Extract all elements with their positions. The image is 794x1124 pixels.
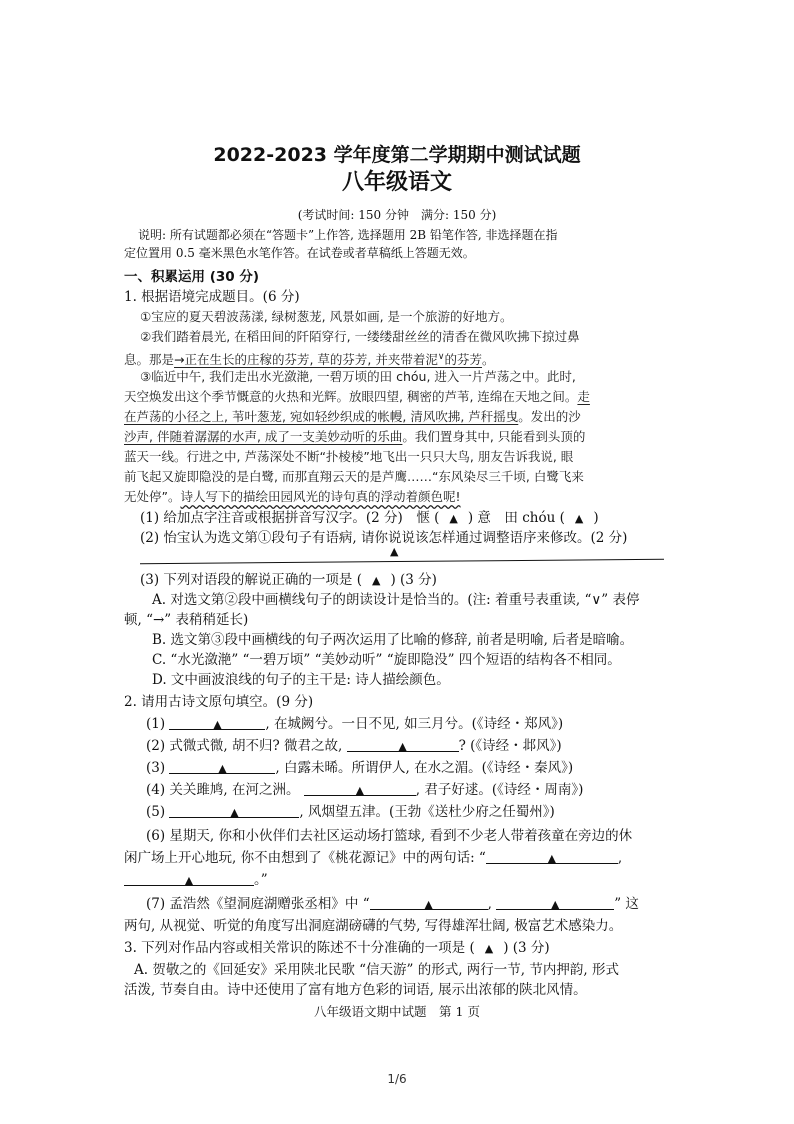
answer-line bbox=[140, 559, 664, 565]
q1-option-a-line1: A. 对选文第②段中画横线句子的朗读设计是恰当的。(注: 着重号表重读, “∨” 表停 bbox=[152, 592, 640, 608]
q1-sub1: (1) 给加点字注音或根据拼音写汉字。(2 分) 惬 ( ▲ ) 意 田 chóu ( ▲ ) bbox=[140, 510, 599, 526]
q1-para3-line2: 天空焕发出这个季节慨意的火热和光辉。放眼四望, 稠密的芦苇, 连绵在天地之间。走 bbox=[124, 389, 590, 404]
q2-item-4: (4) 关关雎鸠, 在河之洲。 ▲ , 君子好逑。(《诗经・周南》) bbox=[146, 782, 584, 798]
q2-stem: 2. 请用古诗文原句填空。(9 分) bbox=[124, 694, 314, 710]
q1-option-d: D. 文中画波浪线的句子的主干是: 诗人描绘颜色。 bbox=[152, 672, 450, 688]
q1-para3-line6: 前飞起又旋即隐没的是白鹭, 而那直翔云天的是芦鹰……“东风染尽三千顷, 白鹭飞来 bbox=[124, 469, 584, 484]
q2-item-6-line1: (6) 星期天, 你和小伙伴们去社区运动场打篮球, 看到不少老人带着孩童在旁边的休 bbox=[146, 828, 633, 844]
q2-item-7-line2: 两句, 从视觉、听觉的角度写出洞庭湖磅礴的气势, 写得雄浑壮阔, 极富艺术感染力。 bbox=[124, 918, 623, 934]
fill-blank[interactable]: ▲ bbox=[304, 781, 416, 796]
q2-item-5: (5) ▲ , 风烟望五津。(王勃《送杜少府之任蜀州》) bbox=[146, 804, 555, 820]
fill-blank[interactable]: ▲ bbox=[347, 737, 459, 752]
instructions-line-2: 定位置用 0.5 毫米黑色水笔作答。在试卷或者草稿纸上答题无效。 bbox=[124, 246, 475, 260]
q1-para1: ①宝应的夏天碧波荡漾, 绿树葱茏, 风景如画, 是一个旅游的好地方。 bbox=[140, 309, 513, 324]
q1-para3-line5: 蓝天一线。行进之中, 芦荡深处不断“扑棱棱”地飞出一只只大鸟, 朋友告诉我说, 眼 bbox=[124, 449, 574, 464]
fill-blank[interactable]: ▲ bbox=[370, 895, 488, 910]
q1-para3-line3: 在芦荡的小径之上, 苇叶葱茏, 宛如轻纱织成的帐幔, 清风吹拂, 芦秆摇曳。发出的沙 bbox=[124, 409, 581, 424]
page-footer: 八年级语文期中试题 第 1 页 bbox=[314, 1004, 480, 1019]
exam-subtitle: 八年级语文 bbox=[341, 170, 452, 195]
answer-mark-q3: ▲ bbox=[484, 942, 494, 955]
fill-blank[interactable]: ▲ bbox=[169, 803, 299, 818]
q1-sub3: (3) 下列对语段的解说正确的一项是 ( ▲ ) (3 分) bbox=[140, 572, 437, 588]
fill-blank[interactable]: ▲ bbox=[169, 715, 265, 730]
q3-option-a-line1: A. 贺敬之的《回延安》采用陕北民歌 “信天游” 的形式, 两行一节, 节内押韵, 形式 bbox=[134, 962, 619, 978]
q2-item-7-line1: (7) 孟浩然《望洞庭湖赠张丞相》中 “ ▲ , ▲ ” 这 bbox=[146, 896, 639, 912]
q1-option-a-line2: 顿, “→” 表稍稍延长) bbox=[124, 612, 249, 628]
q1-para3-line7: 无处停”。诗人写下的描绘田园风光的诗句真的浮动着颜色呢! bbox=[124, 489, 461, 504]
underlined-sentence-reading: →正在生长的庄稼的芬芳, 草的芬芳, 并夹带着泥∨的芬芳 bbox=[174, 352, 482, 368]
q1-para2-line1: ②我们踏着晨光, 在稻田间的阡陌穿行, 一缕缕甜丝丝的清香在微风吹拂下掠过鼻 bbox=[140, 329, 580, 344]
wavy-underlined-sentence: 诗人写下的描绘田园风光的诗句真的浮动着颜色呢! bbox=[180, 489, 461, 504]
fill-blank[interactable]: ▲ bbox=[169, 759, 275, 774]
q1-stem: 1. 根据语境完成题目。(6 分) bbox=[124, 289, 300, 305]
q1-sub2: (2) 怡宝认为选文第①段句子有语病, 请你说说该怎样通过调整语序来修改。(2 分) bbox=[140, 530, 628, 546]
answer-mark-1: ▲ bbox=[449, 512, 458, 525]
underlined-metaphor-sentence: 在芦荡的小径之上, 苇叶葱茏, 宛如轻纱织成的帐幔, 清风吹拂, 芦秆摇曳 bbox=[124, 409, 519, 424]
q2-item-2: (2) 式微式微, 胡不归? 微君之故, ▲ ? (《诗经・邶风》) bbox=[146, 738, 562, 754]
fill-blank[interactable]: ▲ bbox=[486, 849, 618, 864]
q1-para3-line1: ③临近中午, 我们走出水光潋滟, 一碧万顷的田 chóu, 进入一片芦荡之中。此时, bbox=[140, 369, 576, 384]
q3-option-a-line2: 活泼, 节奏自由。诗中还使用了富有地方色彩的词语, 展示出浓郁的陕北风情。 bbox=[124, 982, 587, 998]
answer-mark-3: ▲ bbox=[390, 545, 399, 558]
instructions-line-1: 说明: 所有试题都必须在“答题卡”上作答, 选择题用 2B 铅笔作答, 非选择题在指 bbox=[138, 228, 558, 242]
answer-mark-2: ▲ bbox=[574, 512, 584, 525]
q2-item-3: (3) ▲ , 白露未晞。所谓伊人, 在水之湄。(《诗经・秦风》) bbox=[146, 760, 574, 776]
q1-option-b: B. 选文第③段中画横线的句子两次运用了比喻的修辞, 前者是明喻, 后者是暗喻。 bbox=[152, 632, 634, 648]
exam-title: 2022-2023 学年度第二学期期中测试试题 bbox=[213, 144, 581, 166]
q1-option-c: C. “水光潋滟” “一碧万顷” “美妙动听” “旋即隐没” 四个短语的结构各不相同。 bbox=[152, 652, 621, 668]
page-indicator: 1/6 bbox=[387, 1072, 407, 1086]
fill-blank[interactable]: ▲ bbox=[124, 871, 254, 886]
q2-item-6-line2: 闲广场上开心地玩, 你不由想到了《桃花源记》中的两句话: “ ▲ , bbox=[124, 850, 623, 866]
fill-blank[interactable]: ▲ bbox=[496, 895, 614, 910]
q1-para2-line2: 息。那是→正在生长的庄稼的芬芳, 草的芬芳, 并夹带着泥∨的芬芳。 bbox=[124, 352, 495, 368]
q2-item-6-line3: ▲ 。” bbox=[124, 871, 268, 889]
q3-stem: 3. 下列对作品内容或相关常识的陈述不十分准确的一项是 ( ▲ ) (3 分) bbox=[124, 940, 550, 956]
q2-item-1: (1) ▲ , 在城阙兮。一日不见, 如三月兮。(《诗经・郑风》) bbox=[146, 716, 564, 732]
exam-info: (考试时间: 150 分钟 满分: 150 分) bbox=[297, 208, 497, 222]
section-heading: 一、积累运用 (30 分) bbox=[124, 269, 260, 285]
answer-mark-4: ▲ bbox=[371, 574, 381, 587]
q1-para3-line4: 沙声, 伴随着潺潺的水声, 成了一支美妙动听的乐曲。我们置身其中, 只能看到头顶的 bbox=[124, 429, 586, 444]
